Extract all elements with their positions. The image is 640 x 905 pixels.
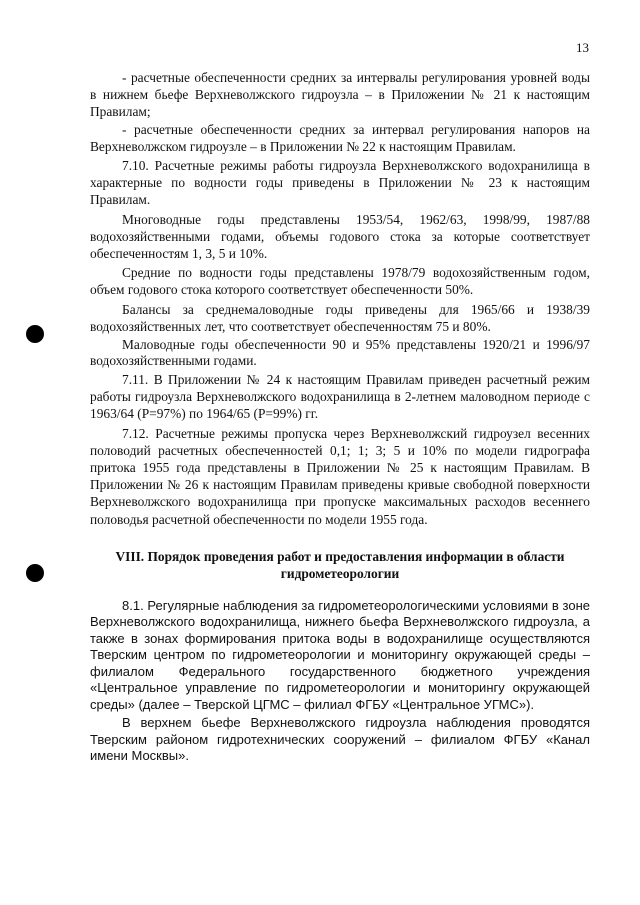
paragraph: Средние по водности годы представлены 1978/79 водохозяйственным годом, объем годового стока которого соответствует обеспеченности 50%. xyxy=(90,265,590,298)
punch-hole-mark xyxy=(26,564,44,582)
paragraph: Многоводные годы представлены 1953/54, 1962/63, 1998/99, 1987/88 водохозяйственными годами, объемы годового стока за которые соответствует обеспеченностям 1, 3, 5 и 10%. xyxy=(90,211,590,262)
punch-hole-mark xyxy=(26,325,44,343)
section-heading: VIII. Порядок проведения работ и предоставления информации в области гидрометеорологии xyxy=(115,548,565,581)
paragraph: В верхнем бьефе Верхневолжского гидроузла наблюдения проводятся Тверским районом гидротехнических сооружений – филиалом ФГБУ «Канал имени Москвы». xyxy=(90,715,590,764)
paragraph: 7.10. Расчетные режимы работы гидроузла Верхневолжского водохранилища в характерные по водности годы приведены в Приложении № 23 к настоящим Правилам. xyxy=(90,158,590,208)
paragraph: - расчетные обеспеченности средних за интервалы регулирования уровней воды в нижнем бьефе Верхневолжского гидроузла – в Приложении № 21 к настоящим Правилам; xyxy=(90,70,590,120)
page-number: 13 xyxy=(576,40,589,55)
paragraph: Балансы за среднемаловодные годы приведены для 1965/66 и 1938/39 водохозяйственных лет, что соответствует обеспеченностям 75 и 80%. xyxy=(90,301,590,334)
paragraph: 7.12. Расчетные режимы пропуска через Верхневолжский гидроузел весенних половодий расчетных обеспеченностей 0,1; 1; 3; 5 и 10% по модели гидрографа притока 1955 года представлены в Приложении № 25 к настоящим Правилам. В Приложении № 26 к настоящим Правилам приведены кривые свободной поверхности Верхневолжского водохранилища при пропуске максимальных расходов весеннего половодья расчетной обеспеченности по модели 1955 года. xyxy=(90,425,590,527)
paragraph: Маловодные годы обеспеченности 90 и 95% представлены 1920/21 и 1996/97 водохозяйственными годами. xyxy=(90,337,590,369)
paragraph: 7.11. В Приложении № 24 к настоящим Правилам приведен расчетный режим работы гидроузла Верхневолжского водохранилища в 2-летнем маловодном периоде с 1963/64 (Р=97%) по 1964/65 (Р=99%) гг. xyxy=(90,372,590,422)
paragraph: 8.1. Регулярные наблюдения за гидрометеорологическими условиями в зоне Верхневолжского водохранилища, нижнего бьефа Верхневолжского гидроузла, а также в зонах формирования притока воды в водохранилище осуществляются Тверским центром по гидрометеорологии и мониторингу окружающей среды – филиалом Федерального государственного бюджетного учреждения «Центральное управление по гидрометеорологии и мониторингу окружающей среды» (далее – Тверской ЦГМС – филиал ФГБУ «Центральное УГМС»). xyxy=(90,597,590,712)
paragraph: - расчетные обеспеченности средних за интервал регулирования напоров на Верхневолжском гидроузле – в Приложении № 22 к настоящим Правилам. xyxy=(90,121,590,154)
section-viii-body xyxy=(90,598,590,765)
document-body xyxy=(90,69,590,765)
